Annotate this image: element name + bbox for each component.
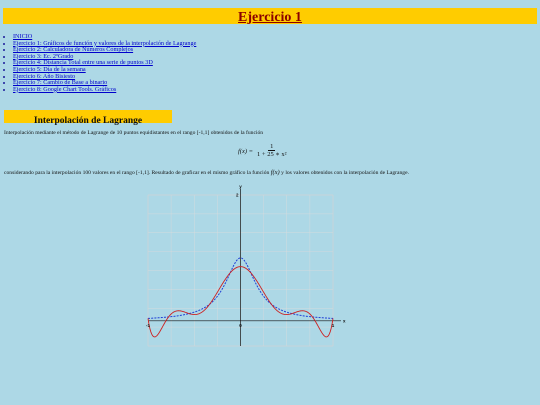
intro-text: Interpolación mediante el método de Lagrange de 10 puntos equidistantes en el rango [-1,1] obtenidos de la función: [4, 130, 264, 136]
x-tick-label: 1: [331, 322, 335, 328]
x-tick-label: 0: [239, 322, 242, 328]
section-title: Interpolación de Lagrange: [33, 116, 143, 126]
nav-link-inicio[interactable]: INICIO: [13, 33, 33, 40]
x-axis-label: x: [343, 318, 346, 324]
description-fx: f(x): [270, 169, 280, 176]
page-title-bar: [3, 8, 537, 24]
description-text: [4, 169, 409, 176]
nav-link-ejercicio-5[interactable]: Ejercicio 5: Día de la semana: [13, 65, 86, 73]
description-after: y los valores obtenidos con la interpolación de Lagrange.: [281, 170, 409, 176]
formula-denominator: 1 + 25 ∗ x²: [257, 151, 287, 158]
nav-link-ejercicio-6[interactable]: Ejercicio 6: Año Bisiesto: [13, 72, 76, 80]
page-title[interactable]: Ejercicio 1: [238, 10, 302, 25]
nav-link-ejercicio-4[interactable]: Ejercicio 4: Distancia Total entre una serie de puntos 3D: [13, 59, 153, 67]
function-formula: [238, 143, 289, 159]
formula-fraction: [255, 143, 289, 159]
nav-link-ejercicio-1[interactable]: Ejercicio 1: Gráficos de función y valores de la interpolación de Lagrange: [13, 39, 197, 47]
nav-link-ejercicio-7[interactable]: Ejercicio 7: Cambio de Base a binario: [13, 79, 108, 87]
exercise-nav: [4, 34, 196, 93]
formula-lhs: f(x) =: [238, 147, 254, 155]
x-tick-label: -1: [145, 322, 151, 328]
chart-labels: [146, 184, 346, 328]
nav-link-ejercicio-3[interactable]: Ejercicio 3: Ec. 2ºGrado: [13, 52, 74, 60]
section-title-bar: [4, 110, 172, 126]
lagrange-chart: [140, 183, 350, 368]
description-before: considerando para la interpolación 100 valores en el rango [-1,1]. Resultado de graficar en el mismo gráfico la función: [4, 170, 270, 176]
nav-link-ejercicio-2[interactable]: Ejercicio 2: Calculadora de Números Complejos: [13, 46, 134, 54]
nav-link-ejercicio-8[interactable]: Ejercicio 8: Google Chart Tools. Gráficos: [13, 85, 117, 93]
formula-numerator: 1: [270, 143, 274, 150]
y-axis-label: y: [239, 184, 242, 189]
y-tick-label: 2: [235, 192, 239, 198]
nav-item: [13, 87, 196, 94]
